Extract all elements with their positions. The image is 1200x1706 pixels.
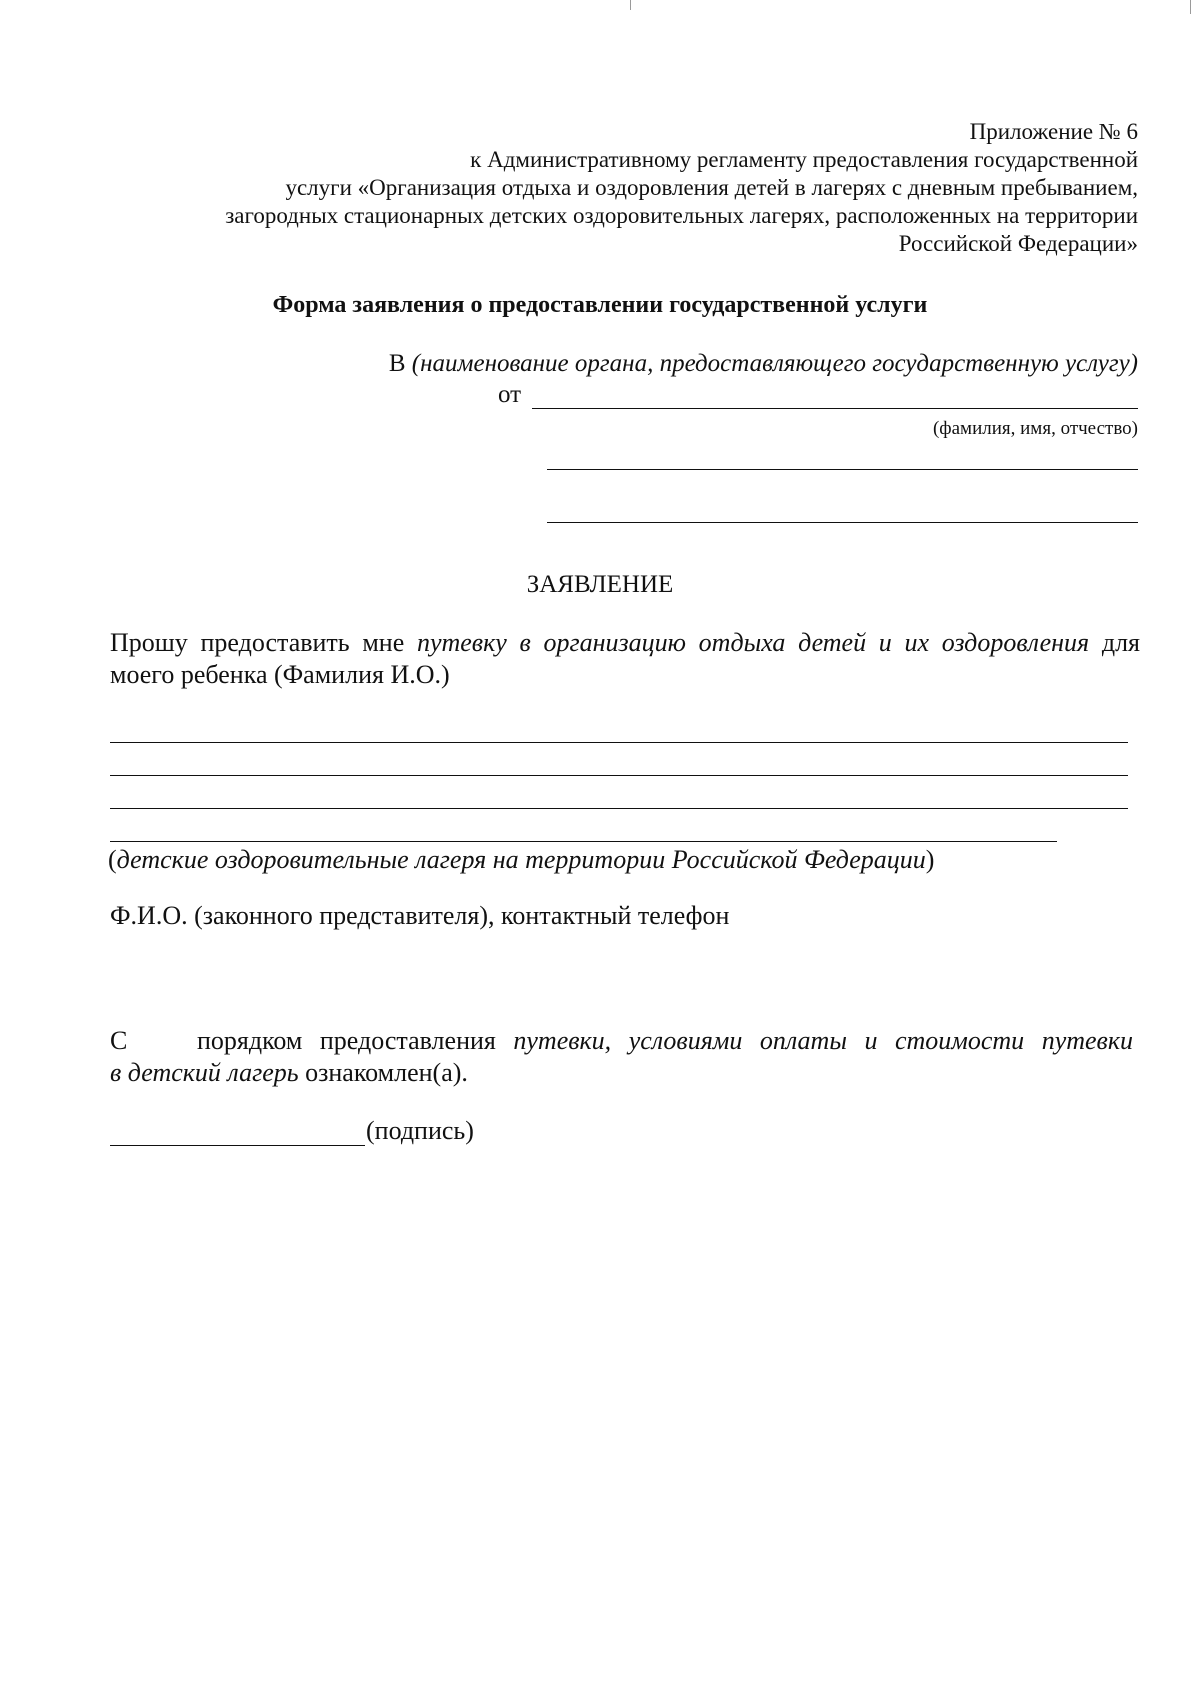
camps-caption [108, 844, 934, 876]
camp-line[interactable] [110, 841, 1057, 842]
request-text-1: Прошу предоставить мне [110, 628, 417, 657]
camps-caption-open: ( [108, 845, 117, 874]
ack-text-1: порядком предоставления [197, 1026, 514, 1055]
signature-caption: (подпись) [366, 1116, 474, 1145]
camps-caption-text: детские оздоровительные лагеря на территории Российской Федерации [116, 845, 926, 874]
statement-heading: ЗАЯВЛЕНИЕ [526, 571, 674, 598]
from-extra-line-2[interactable] [547, 522, 1138, 523]
camps-caption-close: ) [925, 845, 935, 874]
header-line-3: загородных стационарных детских оздоровительных лагерях, расположенных на территории [225, 203, 1138, 228]
ack-c-letter: С [110, 1026, 128, 1055]
header-line-1: к Административному регламенту предоставления государственной [470, 147, 1138, 172]
from-caption: (фамилия, имя, отчество) [932, 418, 1138, 439]
appendix-label: Приложение № 6 [969, 119, 1138, 144]
header-line-2: услуги «Организация отдыха и оздоровления детей в лагерях с дневным пребыванием, [285, 175, 1138, 200]
scan-mark-right [1190, 0, 1191, 14]
scan-mark-top [630, 0, 631, 10]
request-line-2: моего ребенка (Фамилия И.О.) [110, 660, 450, 689]
request-text-3: для [1089, 628, 1140, 657]
addressee-from-prefix: от [498, 381, 522, 408]
header-line-4: Российской Федерации» [898, 231, 1138, 256]
addressee-to-text: (наименование органа, предоставляющего государственную услугу) [411, 350, 1138, 377]
ack-line-2-italic: в детский лагерь [110, 1058, 299, 1087]
representative-label: Ф.И.О. (законного представителя), контактный телефон [110, 901, 730, 930]
form-title: Форма заявления о предоставлении государственной услуги [272, 292, 928, 318]
signature-line[interactable] [110, 1145, 365, 1146]
ack-line-1 [197, 1025, 1133, 1057]
from-extra-line-1[interactable] [547, 469, 1138, 470]
child-line-3[interactable] [110, 808, 1128, 809]
from-name-line[interactable] [532, 408, 1138, 409]
addressee-to-prefix: В [388, 350, 406, 377]
child-line-2[interactable] [110, 775, 1128, 776]
request-line-1 [110, 627, 1140, 659]
ack-line-2 [110, 1057, 468, 1089]
child-line-1[interactable] [110, 742, 1128, 743]
request-text-italic: путевку в организацию отдыха детей и их оздоровления [416, 628, 1090, 657]
addressee-to [150, 349, 1138, 379]
ack-text-italic: путевки, условиями оплаты и стоимости путевки [513, 1026, 1133, 1055]
ack-line-2-rest: ознакомлен(а). [298, 1058, 468, 1087]
